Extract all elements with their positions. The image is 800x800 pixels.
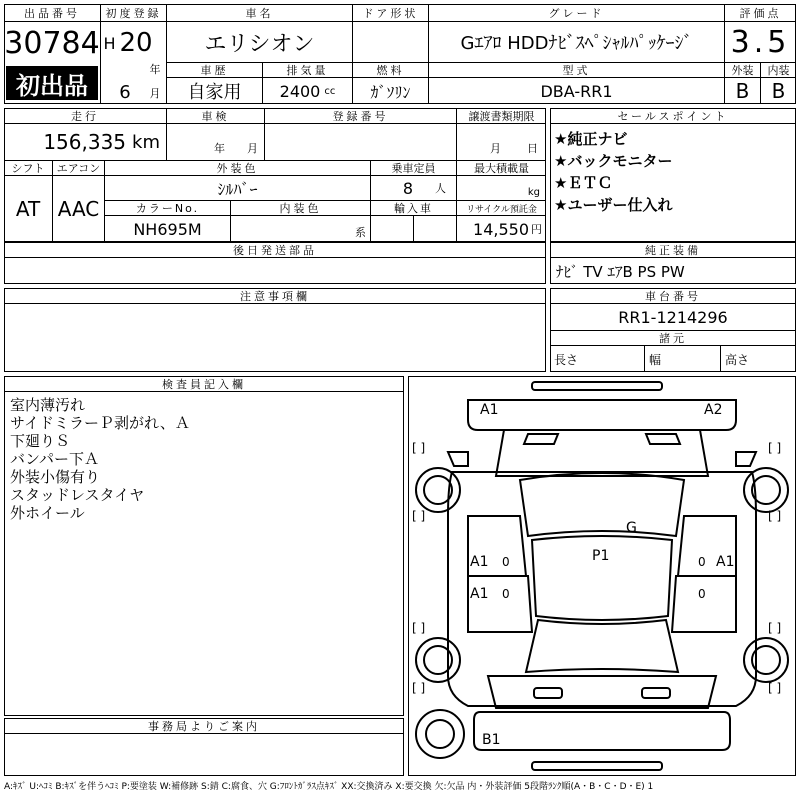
transfer-value	[456, 124, 546, 160]
import-cell-a	[370, 216, 413, 242]
divider	[100, 4, 101, 104]
transfer-label: 譲渡書類期限	[456, 108, 546, 124]
car-diagram	[408, 376, 796, 776]
mileage-number: 156,335	[43, 130, 127, 154]
first-listing-badge: 初出品	[6, 66, 98, 100]
shift-value: AT	[15, 197, 41, 221]
ext-color-label: 外装色	[104, 160, 370, 176]
grade-value: Gｴｱﾛ HDDﾅﾋﾞｽﾍﾟｼｬﾙﾊﾟｯｹｰｼﾞ	[428, 22, 724, 62]
bracket-left-bottom: [ ]	[412, 681, 426, 695]
bracket-right-mid: [ ]	[768, 509, 782, 523]
import-cell-b	[413, 216, 456, 242]
int-color-unit: 系	[355, 226, 366, 239]
inspector-line: スタッドレスタイヤ	[10, 486, 145, 504]
damage-legend: A:ｷｽﾞ U:ﾍｺﾐ B:ｷｽﾞを伴うﾍｺﾐ P:要塗装 W:補修跡 S:錆 C:腐食、穴 G:ﾌﾛﾝﾄｶﾞﾗｽ点ｷｽﾞ XX:交換済み X:要交換 欠:欠品 内・外装評価 5段階ﾗﾝｸ順(A・B・C・D・E) 1	[4, 782, 654, 792]
mark-zero-left-front: 0	[502, 555, 510, 569]
yen-unit: 円	[531, 223, 542, 236]
mark-b1-rear: B1	[482, 732, 501, 748]
int-color-label: 内装色	[230, 200, 370, 216]
capacity-unit: 人	[435, 182, 446, 195]
mark-zero-left-rear: 0	[502, 587, 510, 601]
exterior-grade: B	[724, 78, 760, 104]
car-name: エリシオン	[166, 22, 352, 62]
inspector-notes	[10, 396, 400, 522]
model-value: DBA-RR1	[428, 78, 724, 104]
displacement-value	[262, 78, 352, 104]
exterior-label: 外装	[724, 62, 760, 78]
sales-point: ★純正ナビ	[554, 130, 628, 148]
inspection-value	[166, 124, 264, 160]
ext-color-value: ｼﾙﾊﾞｰ	[104, 176, 370, 200]
plate-value	[264, 124, 456, 160]
length-label: 長さ	[554, 352, 579, 367]
month-unit: 月	[149, 87, 161, 100]
transfer-month-unit: 月	[490, 142, 501, 155]
mark-p1-roof: P1	[592, 548, 610, 564]
recycle-label: リサイクル預託金	[456, 200, 546, 216]
later-parts-label: 後日発送部品	[4, 242, 546, 258]
first-reg-month: 6	[119, 81, 131, 103]
max-load-value	[456, 176, 546, 200]
cc-unit: cc	[324, 85, 336, 97]
equipment-label: 純正装備	[550, 242, 796, 258]
sales-list	[554, 128, 794, 216]
lot-no-label: 出品番号	[4, 4, 100, 22]
car-name-label: 車名	[166, 4, 352, 22]
displacement-number: 2400	[279, 81, 321, 101]
width-label: 幅	[644, 346, 720, 372]
dims-label: 諸元	[550, 330, 796, 346]
inspector-line: サイドミラーＰ剥がれ、Ａ	[10, 414, 190, 432]
insp-year-unit: 年	[214, 142, 225, 155]
interior-grade: B	[760, 78, 796, 104]
sales-point: ★バックモニター	[554, 152, 673, 170]
mark-a2-front-right: A2	[704, 402, 723, 418]
lot-number: 30784	[4, 25, 100, 61]
import-label: 輸入車	[370, 200, 456, 216]
first-reg-label: 初度登録	[100, 4, 166, 22]
shift-label: シフト	[4, 160, 52, 176]
ac-label: エアコン	[52, 160, 104, 176]
model-label: 型式	[428, 62, 724, 78]
door-label: ドア形状	[352, 4, 428, 22]
sales-point: ★ＥＴＣ	[554, 174, 613, 192]
mark-a1-left-rear-door: A1	[470, 586, 489, 602]
bracket-right-low: [ ]	[768, 621, 782, 635]
recycle-number: 14,550	[473, 219, 529, 239]
int-color-value	[230, 216, 370, 242]
recycle-value	[456, 216, 546, 242]
mark-zero-right-front: 0	[698, 555, 706, 569]
notes-label: 注意事項欄	[4, 288, 546, 304]
ac-value: AAC	[52, 176, 104, 242]
first-reg-year: 20	[119, 28, 153, 58]
max-load-label: 最大積載量	[456, 160, 546, 176]
bracket-left-top: [ ]	[412, 441, 426, 455]
capacity-number: 8	[402, 178, 413, 198]
displacement-label: 排気量	[262, 62, 352, 78]
sales-point: ★ユーザー仕入れ	[554, 196, 673, 214]
bracket-left-mid: [ ]	[412, 509, 426, 523]
inspector-label: 検査員記入欄	[4, 376, 404, 392]
mark-a1-front-left: A1	[480, 402, 499, 418]
sales-label: セールスポイント	[550, 108, 796, 124]
score-value: 3.5	[724, 22, 796, 62]
interior-label: 内装	[760, 62, 796, 78]
history-value: 自家用	[166, 78, 262, 104]
first-reg-era: H	[100, 28, 118, 58]
bracket-left-low: [ ]	[412, 621, 426, 635]
mileage-label: 走行	[4, 108, 166, 124]
inspector-line: 外ホイール	[10, 504, 85, 522]
color-no-value: NH695M	[104, 216, 230, 242]
capacity-value	[370, 176, 456, 200]
inspector-line: 外装小傷有り	[10, 468, 101, 486]
inspection-label: 車検	[166, 108, 264, 124]
fuel-label: 燃料	[352, 62, 428, 78]
kg-unit: kg	[527, 187, 540, 198]
inspector-line: 下廻りＳ	[10, 432, 71, 450]
capacity-label: 乗車定員	[370, 160, 456, 176]
mark-a1-left-front-door: A1	[470, 554, 489, 570]
transfer-day-unit: 日	[527, 142, 538, 155]
grade-label: グレード	[428, 4, 724, 22]
door-value	[352, 22, 428, 62]
mark-zero-right-rear: 0	[698, 587, 706, 601]
mark-g-windshield: G	[626, 520, 637, 536]
km-unit: km	[132, 131, 160, 153]
inspector-line: 室内薄汚れ	[10, 396, 86, 414]
office-label: 事務局よりご案内	[4, 718, 404, 734]
chassis-value: RR1-1214296	[618, 307, 728, 327]
height-label: 高さ	[720, 346, 796, 372]
fuel-value: ｶﾞｿﾘﾝ	[352, 78, 428, 104]
color-no-label: カラーNo.	[104, 200, 230, 216]
year-unit: 年	[149, 63, 161, 76]
mileage-value	[4, 124, 166, 160]
insp-month-unit: 月	[247, 142, 258, 155]
mark-a1-right-door: A1	[716, 554, 735, 570]
bracket-right-top: [ ]	[768, 441, 782, 455]
score-label: 評価点	[724, 4, 796, 22]
inspector-line: バンパー下Ａ	[10, 450, 99, 468]
bracket-right-bottom: [ ]	[768, 681, 782, 695]
plate-label: 登録番号	[264, 108, 456, 124]
equipment-value: ﾅﾋﾞ TV ｴｱB PS PW	[556, 262, 685, 281]
chassis-label: 車台番号	[550, 288, 796, 304]
history-label: 車歴	[166, 62, 262, 78]
